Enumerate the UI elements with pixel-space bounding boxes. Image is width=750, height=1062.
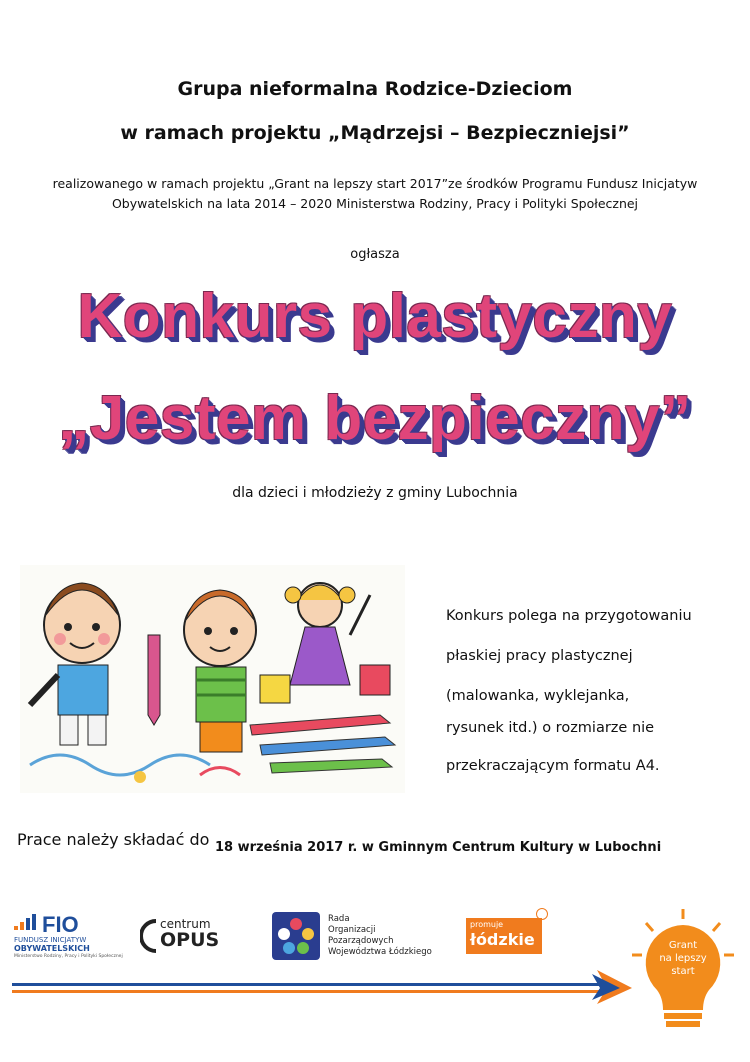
fio-sub-3: Ministerstwo Rodziny, Pracy i Polityki Społecznej: [14, 954, 123, 959]
description-line-1: Konkurs polega na przygotowaniu: [446, 608, 692, 624]
crayons: [250, 715, 395, 773]
fio-sub-2: OBYWATELSKICH: [14, 944, 90, 953]
grant-line-3: start: [671, 966, 695, 977]
fio-sub-1: FUNDUSZ INICJATYW: [14, 936, 87, 944]
copyright-icon: [536, 908, 548, 920]
description-line-3: (malowanka, wyklejanka,: [446, 688, 630, 704]
opus-mark-icon: [140, 919, 158, 953]
project-title: w ramach projektu „Mądrzejsi – Bezpieczniejsi”: [120, 122, 630, 144]
contest-title-line-1: Konkurs plastyczny: [77, 282, 673, 351]
arrow-banner: [12, 966, 632, 1006]
rada-line-3: Pozarządowych: [328, 936, 394, 946]
fio-logo: [12, 912, 124, 970]
description-line-5: przekraczającym formatu A4.: [446, 758, 660, 774]
opus-line-2: OPUS: [160, 929, 220, 951]
deadline-details: 18 września 2017 r. w Gminnym Centrum Kultury w Lubochni: [215, 840, 662, 855]
fio-text: FIO: [42, 912, 79, 937]
rada-flower-icon: [272, 912, 320, 960]
rada-line-4: Województwa Łódzkiego: [328, 947, 432, 957]
deadline-prefix: Prace należy składać do: [17, 830, 210, 849]
grant-logo: [628, 905, 738, 1045]
funding-line-2: Obywatelskich na lata 2014 – 2020 Ministerstwa Rodziny, Pracy i Polityki Społecznej: [111, 196, 639, 211]
lodzkie-main: łódzkie: [470, 930, 535, 949]
rada-line-2: Organizacji: [328, 925, 376, 935]
grant-line-1: Grant: [668, 940, 698, 951]
opus-logo: [140, 915, 220, 955]
organizer-title: Grupa nieformalna Rodzice-Dzieciom: [177, 78, 573, 100]
funding-line-1: realizowanego w ramach projektu „Grant na lepszy start 2017”ze środków Programu Fundusz Inicjatyw: [52, 176, 698, 191]
rada-logo: [272, 912, 432, 964]
children-drawing-illustration: [20, 565, 405, 793]
opus-line-1: centrum: [160, 917, 211, 931]
description-line-4: rysunek itd.) o rozmiarze nie: [446, 720, 655, 736]
announces-label: ogłasza: [350, 247, 400, 262]
lodzkie-small: promuje: [470, 920, 504, 929]
rada-line-1: Rada: [328, 914, 350, 924]
description-line-2: płaskiej pracy plastycznej: [446, 648, 633, 664]
grant-line-2: na lepszy: [659, 953, 707, 964]
contest-title-line-2: „Jestem bezpieczny”: [58, 384, 692, 453]
lodzkie-logo: [466, 908, 546, 958]
audience-line: dla dzieci i młodzieży z gminy Lubochnia: [232, 485, 518, 501]
